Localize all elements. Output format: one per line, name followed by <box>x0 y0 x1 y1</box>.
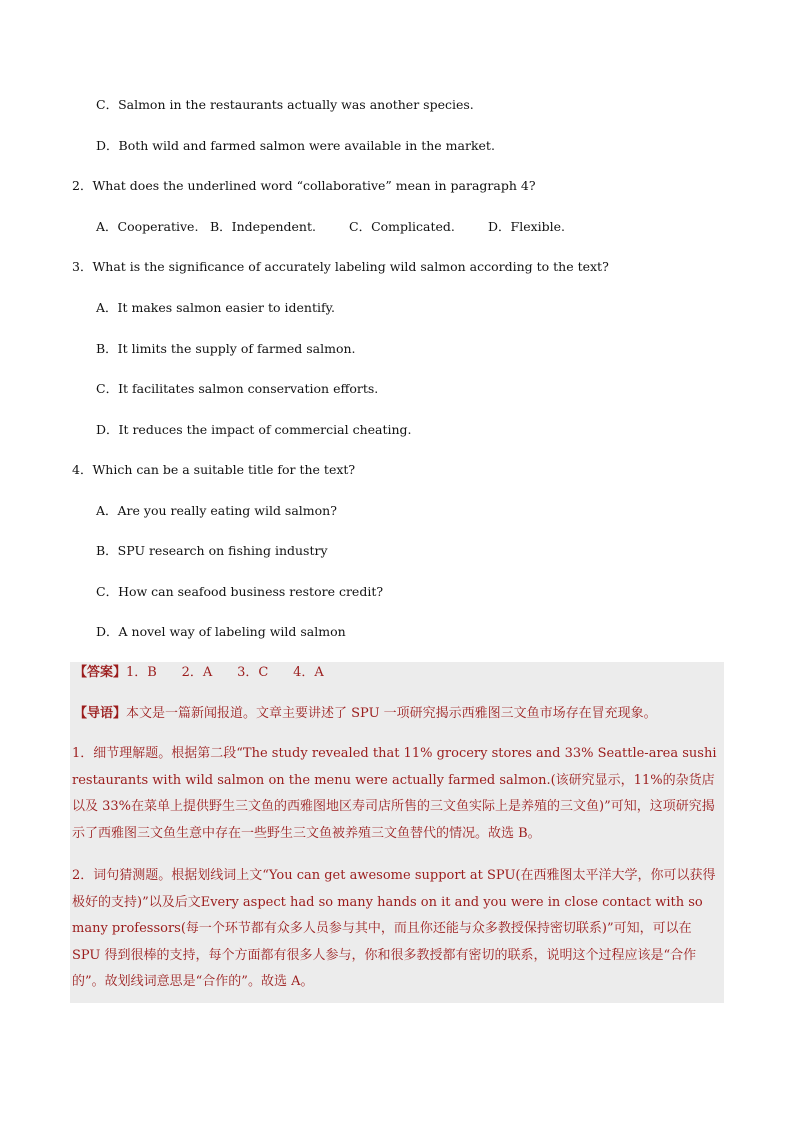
guide-label: 【导语】 <box>74 706 127 721</box>
answer-values: 1．B 2．A 3．C 4．A <box>126 665 324 680</box>
q3-option-d: D．It reduces the impact of commercial cheating. <box>96 422 412 437</box>
q2-options <box>96 219 565 235</box>
q4-stem: 4．Which can be a suitable title for the text? <box>72 462 356 477</box>
q2-option-c: C．Complicated. <box>349 219 455 234</box>
q3-stem: 3．What is the significance of accurately labeling wild salmon according to the text? <box>72 259 609 274</box>
q1-option-c: C．Salmon in the restaurants actually was another species. <box>96 97 474 112</box>
answer-label: 【答案】 <box>74 665 127 680</box>
q4-option-d: D．A novel way of labeling wild salmon <box>96 624 346 639</box>
explanation-1 <box>72 741 722 847</box>
explanation-2-text: 2．词句猜测题。根据划线词上文“You can get awesome support at SPU(在西雅图太平洋大学，你可以获得极好的支持)”以及后文Every aspect had so many hands on it and you were in close contact with so many professors(每一个环节都有众多人员参与其中，而且你还能与众多教授保持密切联系)”可知，可以在 SPU 得到很棒的支持，每个方面都有很多人参与，你和很多教授都有密切的联系，说明这个过程应该是“合作的”。故划线词意思是“合作的”。故选 A。 <box>72 868 716 989</box>
q2-option-a: A．Cooperative. <box>96 219 199 234</box>
q4-option-b: B．SPU research on fishing industry <box>96 543 328 558</box>
q1-option-d: D．Both wild and farmed salmon were available in the market. <box>96 138 495 153</box>
q2-stem: 2．What does the underlined word “collaborative” mean in paragraph 4? <box>72 178 536 193</box>
q2-option-d: D．Flexible. <box>488 219 566 234</box>
guide-text: 本文是一篇新闻报道。文章主要讲述了 SPU 一项研究揭示西雅图三文鱼市场存在冒充现象。 <box>126 706 657 721</box>
q4-option-c: C．How can seafood business restore credit? <box>96 584 384 599</box>
q3-option-a: A．It makes salmon easier to identify. <box>96 300 335 315</box>
q3-option-b: B．It limits the supply of farmed salmon. <box>96 341 356 356</box>
answer-line <box>74 664 324 682</box>
q3-option-c: C．It facilitates salmon conservation efforts. <box>96 381 379 396</box>
q4-option-a: A．Are you really eating wild salmon? <box>96 503 337 518</box>
explanation-1-text: 1．细节理解题。根据第二段“The study revealed that 11% grocery stores and 33% Seattle-area sushi restaurants with wild salmon on the menu were actually farmed salmon.(该研究显示，11%的杂货店以及 33%在菜单上提供野生三文鱼的西雅图地区寿司店所售的三文鱼实际上是养殖的三文鱼)”可知，这项研究揭示了西雅图三文鱼生意中存在一些野生三文鱼被养殖三文鱼替代的情况。故选 B。 <box>72 746 717 841</box>
guide-line <box>74 705 657 723</box>
explanation-2 <box>72 863 722 996</box>
q2-option-b: B．Independent. <box>210 219 316 234</box>
